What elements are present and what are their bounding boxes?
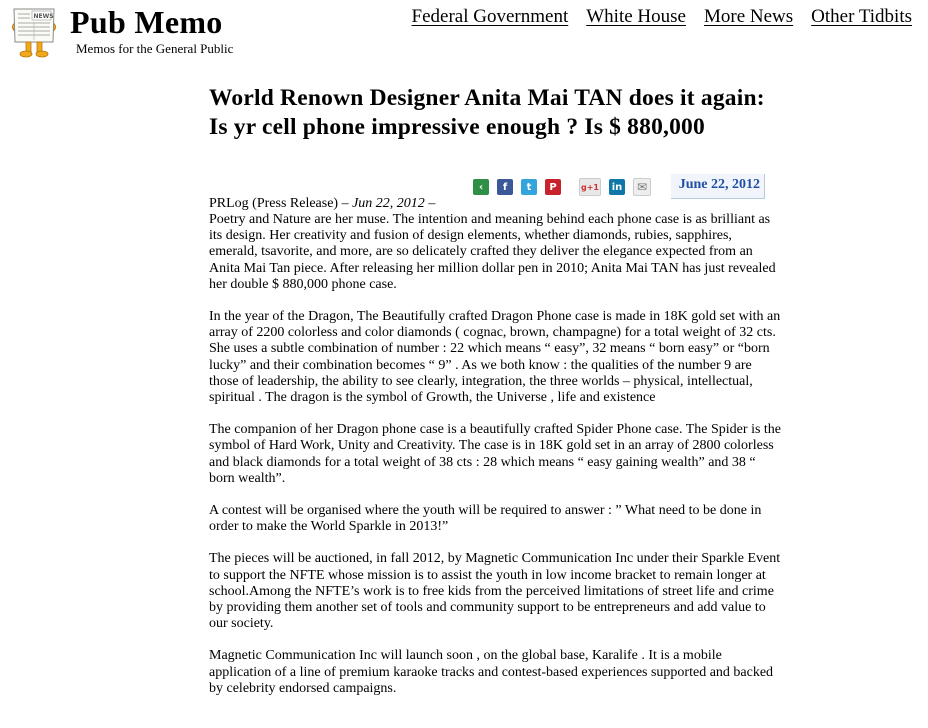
article-paragraph: The companion of her Dragon phone case is a beautifully crafted Spider Phone case. The Spider is the symbol of Hard Work, Unity and Creativity. The case is in 18K gold set in an array of 2800 colorless and black diamonds for a total weight of 38 cts : 28 which means “ easy gaining wealth” and 38 “ born wealth”. — [209, 422, 782, 486]
twitter-icon[interactable]: t — [521, 179, 537, 195]
nav-link-white-house[interactable]: White House — [586, 6, 686, 27]
article-date-badge: June 22, 2012 — [671, 174, 765, 199]
google-plus-icon[interactable]: g+1 — [579, 178, 601, 196]
newspaper-reader-logo-icon[interactable] — [8, 4, 60, 58]
article-paragraph: Poetry and Nature are her muse. The intention and meaning behind each phone case is as brilliant as its design. Her creativity and fusion of design elements, whether diamonds, rubies, sapphires, emerald, tsavorite, and more, are so delicately crafted they deliver the elegance expected from an Anita Mai Tan piece. After releasing her million dollar pen in 2010; Anita Mai TAN has just revealed her double $ 880,000 phone case. — [209, 212, 776, 292]
nav-link-more-news[interactable]: More News — [703, 6, 794, 27]
nav-link-federal-government[interactable]: Federal Government — [411, 6, 569, 27]
byline-end: – — [424, 196, 436, 211]
share-icon[interactable]: ‹ — [473, 179, 489, 195]
pinterest-icon[interactable]: P — [545, 179, 561, 195]
nav-link-other-tidbits[interactable]: Other Tidbits — [811, 6, 912, 27]
article-paragraph: The pieces will be auctioned, in fall 2012, by Magnetic Communication Inc under their Sparkle Event to support the NFTE whose mission is to assist the youth in low income bracket to remain longer at school.Among the NFTE’s work is to free kids from the perceived limitations of street life and crime by providing them another set of tools and community support to be entrepreneurs and add value to our society. — [209, 551, 781, 632]
site-tagline: Memos for the General Public — [76, 41, 234, 56]
share-toolbar — [473, 178, 659, 196]
email-icon[interactable]: ✉ — [633, 178, 651, 196]
article-byline — [209, 196, 435, 212]
byline-source: PRLog (Press Release) – — [209, 196, 353, 211]
byline-date: Jun 22, 2012 — [352, 196, 425, 211]
article-paragraph: A contest will be organised where the youth will be required to answer : ” What need to be done in order to make the World Sparkle in 2013!” — [209, 503, 762, 535]
article-paragraph: Magnetic Communication Inc will launch soon , on the global base, Karalife . It is a mobile application of a line of premium karaoke tracks and contest-based experiences supported and backed by celebrity endorsed campaigns. — [209, 648, 774, 696]
site-header — [0, 0, 928, 64]
site-title[interactable]: Pub Memo — [70, 4, 223, 40]
article-paragraph: In the year of the Dragon, The Beautifully crafted Dragon Phone case is made in 18K gold set with an array of 2200 colorless and color diamonds ( cognac, brown, champagne) for a total weight of 32 cts. She uses a subtle combination of number : 22 which means “ easy”, 32 means “ born easy” or “born lucky” and their combination becomes “ 9” . As we both know : the qualities of the number 9 are those of leadership, the ability to see clearly, integration, the three worlds – physical, intellectual, spiritual . The dragon is the symbol of Growth, the Universe , life and existence — [209, 309, 781, 406]
linkedin-icon[interactable]: in — [609, 179, 625, 195]
article-headline: World Renown Designer Anita Mai TAN does it again: Is yr cell phone impressive enough ? Is $ 880,000 — [209, 85, 765, 140]
main-nav — [412, 6, 912, 28]
article — [209, 84, 782, 696]
logo-news-label: NEWS — [33, 13, 54, 20]
facebook-icon[interactable]: f — [497, 179, 513, 195]
article-body — [209, 212, 781, 713]
